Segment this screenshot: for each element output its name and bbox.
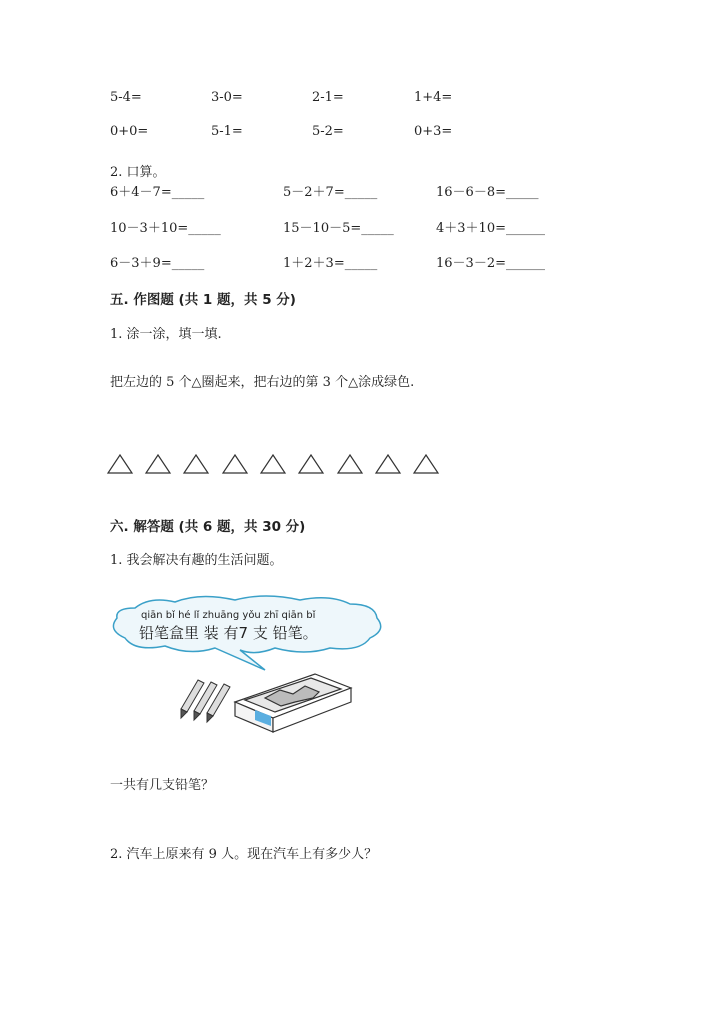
arith-item: 1+4= — [414, 90, 453, 105]
oral-calc-item: 16－3－2=______ — [436, 256, 545, 271]
question-title: 2. 口算。 — [110, 165, 166, 180]
oral-calc-item: 5－2＋7=_____ — [283, 185, 378, 200]
section-heading: 五. 作图题 (共 1 题，共 5 分) — [110, 292, 296, 308]
arith-item: 5-4= — [110, 90, 142, 105]
triangle-icon[interactable] — [261, 455, 285, 473]
bubble-pinyin: qiān bǐ hé lǐ zhuāng yǒu zhī qiān bǐ — [141, 610, 316, 621]
triangle-icon[interactable] — [184, 455, 208, 473]
oral-calc-item: 6＋4－7=_____ — [110, 185, 205, 200]
oral-calc-item: 15－10－5=_____ — [283, 221, 394, 236]
triangle-icon[interactable] — [414, 455, 438, 473]
arith-item: 5-2= — [312, 124, 344, 139]
arith-item: 0+0= — [110, 124, 149, 139]
question-text: 一共有几支铅笔？ — [110, 778, 215, 793]
triangle-row — [100, 448, 450, 478]
oral-calc-item: 6－3＋9=_____ — [110, 256, 205, 271]
triangle-icon[interactable] — [108, 455, 132, 473]
oral-calc-item: 4＋3＋10=______ — [436, 221, 545, 236]
triangle-icon[interactable] — [223, 455, 247, 473]
oral-calc-item: 1＋2＋3=_____ — [283, 256, 378, 271]
question-title: 1. 我会解决有趣的生活问题。 — [110, 553, 283, 568]
arith-item: 0+3= — [414, 124, 453, 139]
triangle-icon[interactable] — [376, 455, 400, 473]
question-instruction: 把左边的 5 个△圈起来，把右边的第 3 个△涂成绿色. — [110, 375, 415, 390]
bubble-text: 铅笔盒里 装 有7 支 铅笔。 — [139, 624, 318, 642]
pencil-box-icon — [235, 674, 351, 732]
triangle-icon[interactable] — [299, 455, 323, 473]
question-title: 1. 涂一涂，填一填. — [110, 327, 222, 342]
arith-item: 2-1= — [312, 90, 344, 105]
oral-calc-item: 16－6－8=_____ — [436, 185, 539, 200]
triangle-icon[interactable] — [338, 455, 362, 473]
question-title: 2. 汽车上原来有 9 人。现在汽车上有多少人？ — [110, 847, 378, 862]
triangle-icon[interactable] — [146, 455, 170, 473]
oral-calc-item: 10－3＋10=_____ — [110, 221, 221, 236]
arith-item: 3-0= — [211, 90, 243, 105]
pencil-illustration — [105, 590, 395, 740]
arith-item: 5-1= — [211, 124, 243, 139]
section-heading: 六. 解答题 (共 6 题，共 30 分) — [110, 519, 306, 535]
